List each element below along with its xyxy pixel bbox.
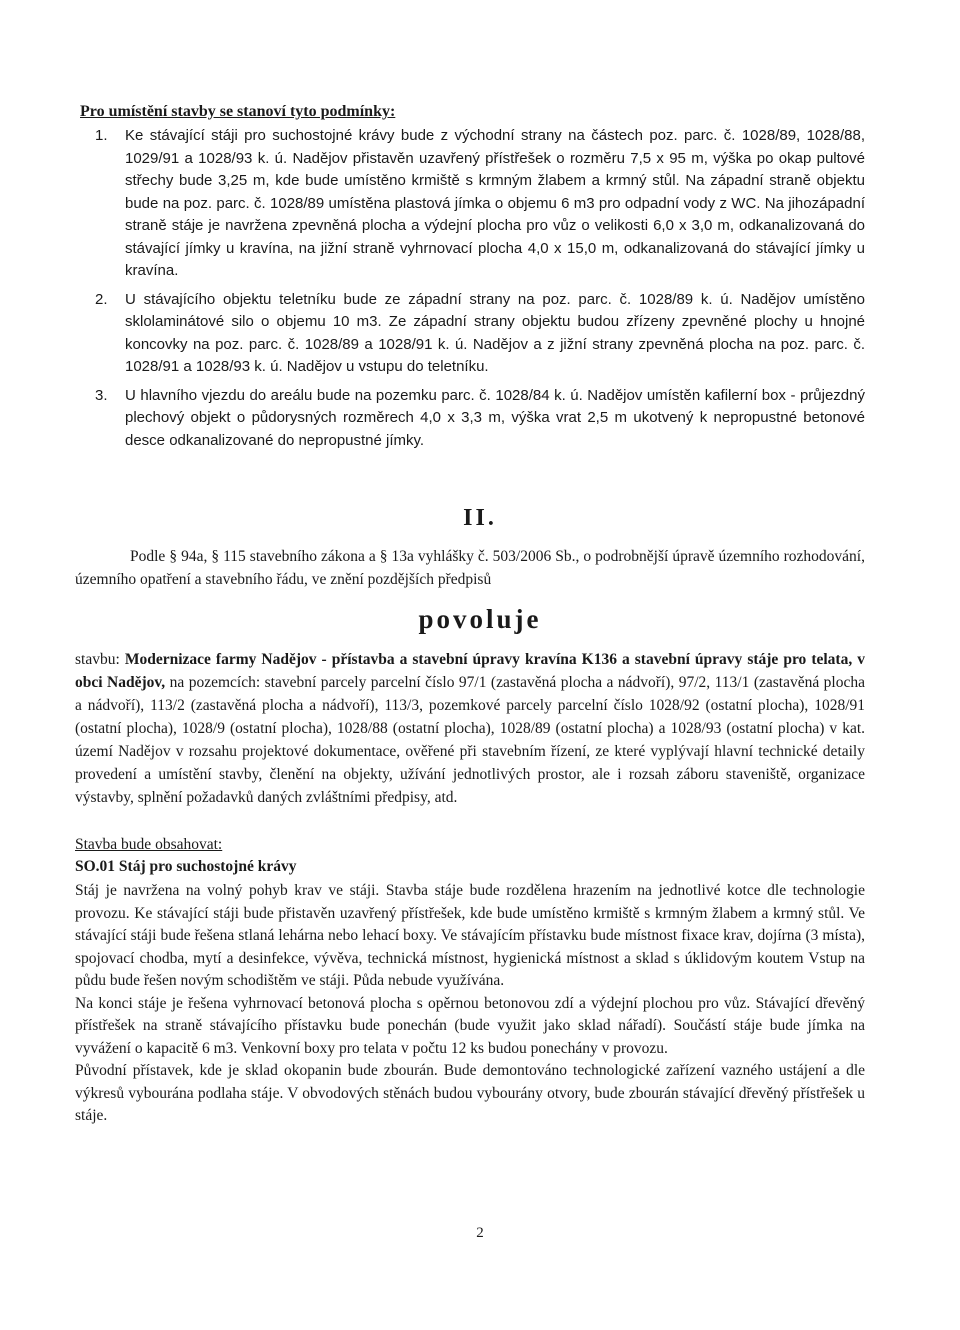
condition-item	[95, 125, 865, 283]
legal-basis-paragraph: Podle § 94a, § 115 stavebního zákona a § 13a vyhlášky č. 503/2006 Sb., o podrobnější úpravě územního rozhodování, územního opatření a stavebního řádu, ve znění pozdějších předpisů	[75, 548, 865, 588]
permit-details: na pozemcích: stavební parcely parcelní číslo 97/1 (zastavěná plocha a nádvoří), 97/2, 113/1 (zastavěná plocha a nádvoří), 113/2 (zastavěná plocha a nádvoří), 113/3, pozemkové parcely parcelní číslo 1028/92 (ostatní plocha), 1028/91 (ostatní plocha), 1028/9 (ostatní plocha), 1028/88 (ostatní plocha), 1028/89 (ostatní plocha) a 1028/93 (ostatní plocha) v kat. území Nadějov v rozsahu projektové dokumentace, ověřené při stavebním řízení, ze které vyplývají hlavní technické detaily provedení a umístění stavby, členění na objekty, užívání jednotlivých prostor, ale i rozsah záboru staveniště, organizace výstavby, splnění požadavků daných zvláštními předpisy, atd.	[75, 674, 865, 806]
conditions-heading: Pro umístění stavby se stanoví tyto podmínky:	[80, 103, 396, 120]
condition-text: U hlavního vjezdu do areálu bude na pozemku parc. č. 1028/84 k. ú. Nadějov umístěn kafilerní box - průjezdný plechový objekt o půdorysných rozměrech 4,0 x 3,3 m, výška vrat 2,5 m ukotvený k nepropustné betonové desce odkanalizované do nepropustné jímky.	[125, 386, 865, 449]
condition-item	[95, 289, 865, 379]
condition-item	[95, 385, 865, 453]
permit-lead: stavbu:	[75, 651, 125, 668]
condition-number: 1.	[95, 127, 108, 144]
description-paragraph: Stáj je navržena na volný pohyb krav ve stáji. Stavba stáje bude rozdělena hrazením na jednotlivé kotce dle technologie provozu. Ke stávající stáji bude přistavěn uzavřený přístřešek, kde bude umístěno krmiště s krmným žlabem a krmný stůl. Ve stávající stáji bude řešena stlaná lehárna nebo lehací boxy. Ve stávajícím přístavku bude místnost fixace krav, dojírna (3 místa), spojovací chodba, mytí a desinfekce, vývěva, technická místnost, hygienická místnost a sklad s úklidovým koutem Vstup na půdu bude řešen novým schodištěm ve stáji. Půda nebude využívána.	[75, 882, 865, 989]
condition-text: Ke stávající stáji pro suchostojné krávy bude z východní strany na částech poz. parc. č. 1028/89, 1028/88, 1029/91 a 1028/93 k. ú. Nadějov přistavěn uzavřený přístřešek o rozměru 7,5 x 95 m, výška po okap pultové střechy bude 3,25 m, kde bude umístěno krmiště s krmným žlabem a krmný stůl. Na západní straně objektu bude na poz. parc. č. 1028/89 umístěna plastová jímka o objemu 6 m3 pro odpadní vody z WC. Na jihozápadní straně stáje je navržena zpevněná plocha a výdejní plocha pro vůz o velikosti 6,0 x 3,0 m, odkanalizovaná do stávající jímky u kravína, na jižní straně vyhrnovací plocha 4,0 x 15,0 m, odkanalizovaná do stávající jímky u kravína.	[125, 127, 865, 279]
description-paragraph: Na konci stáje je řešena vyhrnovací betonová plocha s opěrnou betonovou zdí a výdejní plochou pro vůz. Stávající dřevěný přístřešek na straně stávajícího přístavku bude ponechán (bude využit jako sklad nářadí). Součástí stáje bude jímka na vyvážení o kapacitě 6 m3. Venkovní boxy pro telata v počtu 12 ks budou ponechány v provozu.	[75, 994, 865, 1057]
section-roman-numeral: II.	[463, 505, 497, 531]
building-object-title: SO.01 Stáj pro suchostojné krávy	[75, 858, 297, 875]
condition-number: 3.	[95, 386, 108, 404]
condition-number: 2.	[95, 290, 108, 308]
contents-heading: Stavba bude obsahovat:	[75, 836, 223, 853]
page-number: 2	[476, 1225, 484, 1241]
description-paragraph: Původní přístavek, kde je sklad okopanin bude zbourán. Bude demontováno technologické zařízení vazného ustájení a dle výkresů vybourána podlaha stáje. V obvodových stěnách budou vybourány otvory, bude zbourán stávající dřevěný přístřešek u stáje.	[75, 1062, 865, 1124]
building-description	[75, 880, 865, 1128]
permit-project-title: Modernizace farmy Nadějov - přístavba a stavební úpravy kravína K136 a stavební úpravy stáje pro telata, v obci Nadějov,	[75, 651, 866, 691]
permit-verdict: povoluje	[418, 604, 542, 634]
conditions-list	[95, 125, 865, 458]
permit-body	[75, 648, 865, 809]
condition-text: U stávajícího objektu teletníku bude ze západní strany na poz. parc. č. 1028/89 k. ú. Nadějov umístěno sklolaminátové silo o objemu 10 m3. Ze západní strany objektu budou zřízeny zpevněné plochy u hnojné koncovky na poz. parc. č. 1028/89 a 1028/91 k. ú. Nadějov a z jižní strany zpevněná plocha na poz. parc. č. 1028/91 a 1028/93 k. ú. Nadějov u vstupu do teletníku.	[125, 290, 865, 375]
